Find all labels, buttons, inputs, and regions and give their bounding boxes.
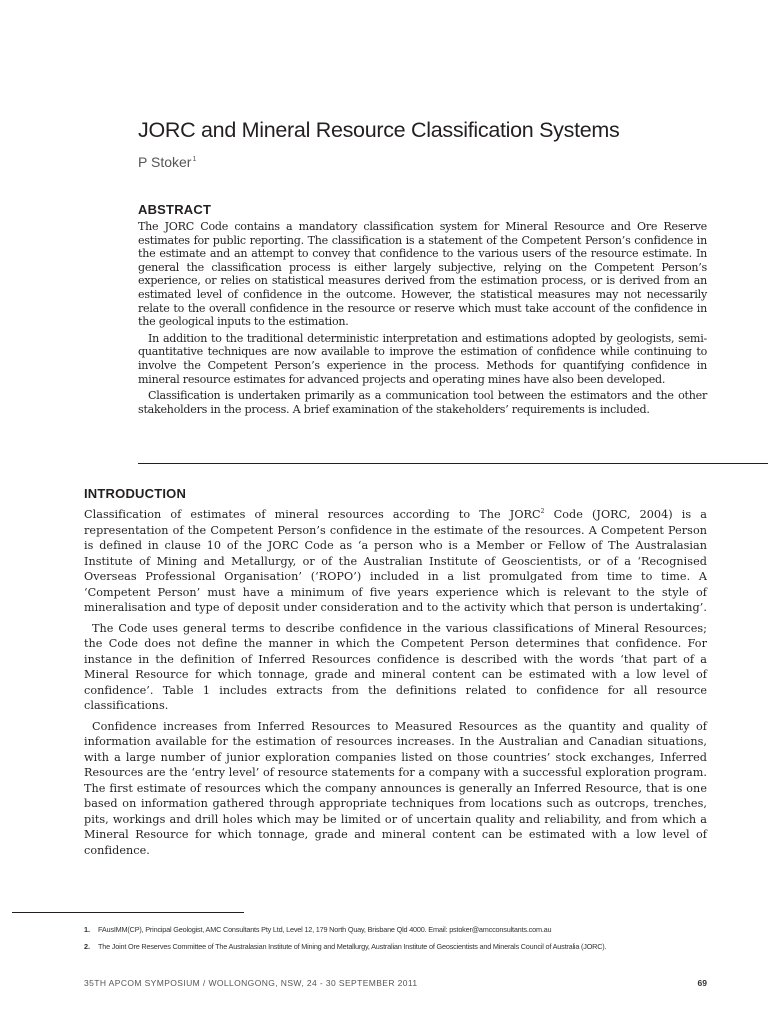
introduction-paragraph: The Code uses general terms to describe confidence in the various classifications of Mineral Resources; the Code does not define the manner in which the Competent Person determines that confidence. For instance in the definition of Inferred Resources confidence is described with the words ‘that part of a Mineral Resource for which tonnage, grade and mineral content can be estimated with a low level of confidence’. Table 1 includes extracts from the definitions related to confidence for all resource classifications. [84, 621, 707, 712]
footnote-text: The Joint Ore Reserves Committee of The Australasian Institute of Mining and Metallurgy, Australian Institute of Geoscientists and Minerals Council of Australia (JORC). [98, 942, 607, 951]
author-line [138, 154, 196, 170]
introduction-paragraph [84, 504, 707, 616]
footnote-text: FAusIMM(CP), Principal Geologist, AMC Consultants Pty Ltd, Level 12, 179 North Quay, Brisbane Qld 4000. Email: pstoker@amcconsultants.com.au [98, 925, 552, 934]
footnote-mark: 2 [540, 508, 545, 515]
abstract-paragraph: In addition to the traditional deterministic interpretation and estimations adopted by geologists, semi-quantitative techniques are now available to improve the estimation of confidence while continuing to involve the Competent Person’s experience in the process. Methods for quantifying confidence in mineral resource estimates for advanced projects and operating mines have also been developed. [138, 331, 707, 386]
footnote-item [84, 924, 744, 936]
section-divider [138, 463, 768, 464]
introduction-body [84, 504, 707, 863]
footnote-item [84, 941, 744, 953]
intro-text: Classification of estimates of mineral resources according to The JORC [84, 508, 541, 521]
running-footer: 35TH APCOM SYMPOSIUM / WOLLONGONG, NSW, 24 - 30 SEPTEMBER 2011 [84, 978, 418, 988]
footnote-number: 2. [84, 942, 91, 951]
footnote-number: 1. [84, 925, 91, 934]
author-footnote-mark: 1 [192, 156, 197, 163]
abstract-paragraph: The JORC Code contains a mandatory classification system for Mineral Resource and Ore Reserve estimates for public reporting. The classification is a statement of the Competent Person’s confidence in the estimate and an attempt to convey that confidence to the various users of the resource estimate. In general the classification process is either largely subjective, relying on the Competent Person’s experience, or relies on statistical measures derived from the estimation process, or is derived from an estimated level of confidence in the outcome. However, the statistical measures may not necessarily relate to the overall confidence in the resource or reserve which must take account of the confidence in the geological inputs to the estimation. [138, 220, 707, 329]
footnotes [84, 924, 744, 958]
introduction-paragraph: Confidence increases from Inferred Resources to Measured Resources as the quantity and quality of information available for the estimation of resources increases. In the Australian and Canadian situations, with a large number of junior exploration companies listed on those countries’ stock exchanges, Inferred Resources are the ‘entry level’ of resource statements for a company with a successful exploration program. The first estimate of resources which the company announces is generally an Inferred Resource, that is one based on information gathered through appropriate techniques from locations such as outcrops, trenches, pits, workings and drill holes which may be limited or of uncertain quality and reliability, and from which a Mineral Resource for which tonnage, grade and mineral content can be estimated with a low level of confidence. [84, 719, 707, 857]
abstract-body [138, 220, 707, 419]
footnote-divider [12, 912, 244, 913]
abstract-heading: ABSTRACT [138, 202, 212, 217]
page-title: JORC and Mineral Resource Classification Systems [138, 118, 620, 142]
abstract-paragraph: Classification is undertaken primarily as a communication tool between the estimators and the other stakeholders in the process. A brief examination of the stakeholders’ requirements is included. [138, 389, 707, 416]
page-number: 69 [697, 978, 707, 988]
introduction-heading: INTRODUCTION [84, 486, 187, 501]
intro-text: Code (JORC, 2004) is a representation of the Competent Person’s confidence in the estimate of the resources. A Competent Person is defined in clause 10 of the JORC Code as ‘a person who is a Member or Fellow of The Australasian Institute of Mining and Metallurgy, or of the Australian Institute of Geoscientists, or of a ‘Recognised Overseas Professional Organisation’ (‘ROPO’) included in a list promulgated from time to time. A ‘Competent Person’ must have a minimum of five years experience which is relevant to the style of mineralisation and type of deposit under consideration and to the activity which that person is undertaking’. [84, 508, 707, 614]
author-name: P Stoker [138, 154, 192, 170]
